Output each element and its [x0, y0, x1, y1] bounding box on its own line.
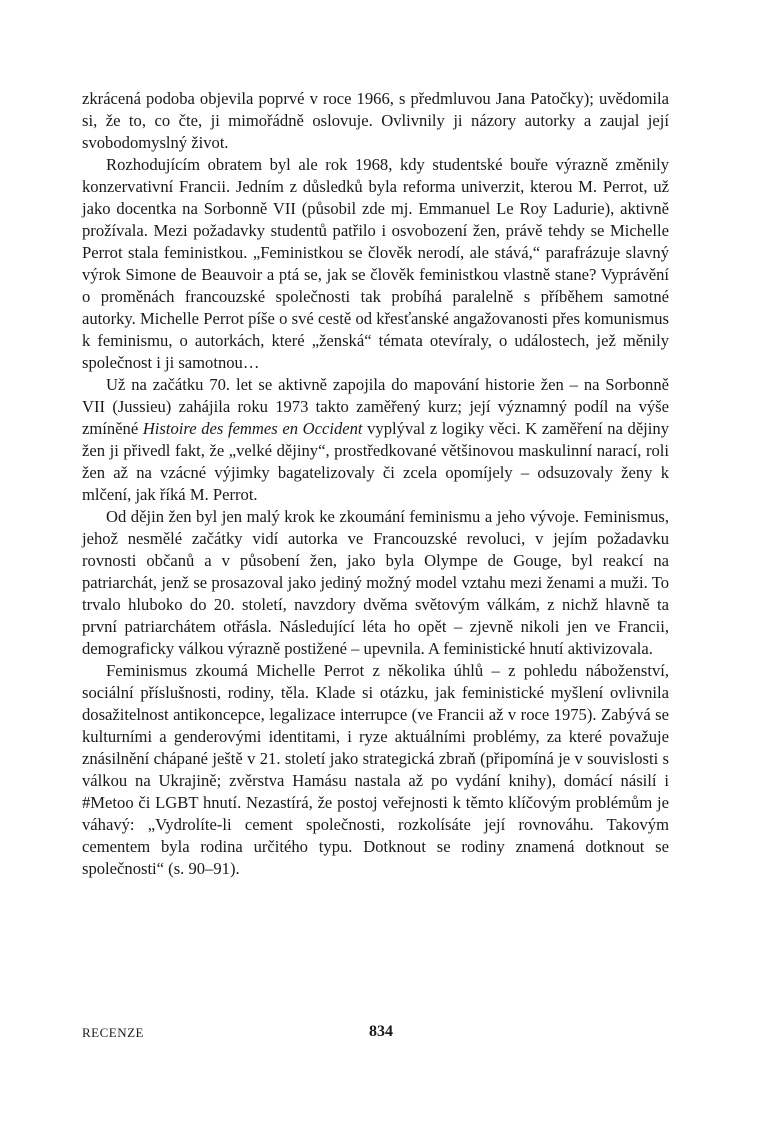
article-body — [82, 88, 669, 880]
book-title-italic: Histoire des femmes en Occident — [142, 419, 363, 438]
paragraph-2: Rozhodujícím obratem byl ale rok 1968, kdy studentské bouře výrazně změnily konzervativní Francii. Jedním z důsledků byla reforma univerzit, kterou M. Perrot, už jako docentka na Sorbonně VII (působil zde mj. Emmanuel Le Roy Ladurie), aktivně prožívala. Mezi požadavky studentů patřilo i osvobození žen, právě tehdy se Michelle Perrot stala feministkou. „Feministkou se člověk nerodí, ale stává,“ parafrázuje slavný výrok Simone de Beauvoir a ptá se, jak se člověk feministkou vlastně stane? Vyprávění o proměnách francouzské společnosti tak probíhá paralelně s příběhem samotné autorky. Michelle Perrot píše o své cestě od křesťanské angažovanosti přes komunismus k feminismu, o autorkách, které „ženská“ témata otevíraly, o událostech, jež měnily společnost i ji samotnou… — [82, 155, 669, 372]
paragraph-3-start: Už na začátku 70. let se aktivně zapojila do mapování historie žen – na Sorbonně VII (Jussieu) zahájila roku 1973 takto zaměřený kurz; její významný podíl na výše zmíněné — [82, 375, 669, 438]
paragraph-3-end: vyplýval z logiky věci. K zaměření na dějiny žen ji přivedl fakt, že „velké dějiny“, prostředkované většinovou maskulinní narací, roli žen až na vzácné výjimky bagatelizovaly či zcela opomíjely – odsuzovaly ženy k mlčení, jak říká M. Perrot. — [82, 419, 669, 504]
section-label: RECENZE — [82, 1025, 144, 1040]
paragraph-1: zkrácená podoba objevila poprvé v roce 1966, s předmluvou Jana Patočky); uvědomila si, že to, co čte, ji mimořádně oslovuje. Ovlivnily ji názory autorky a zaujal její svobodomyslný život. — [82, 89, 669, 152]
paragraph-3 — [82, 374, 669, 506]
paragraph-5: Feminismus zkoumá Michelle Perrot z několika úhlů – z pohledu náboženství, sociální příslušnosti, rodiny, těla. Klade si otázku, jak feministické myšlení ovlivnila dosažitelnost antikoncepce, legalizace interrupce (ve Francii až v roce 1975). Zabývá se kulturními a genderovými identitami, i ryze aktuálními problémy, za které považuje znásilnění chápané ještě v 21. století jako strategická zbraň (připomíná je v souvislosti s válkou na Ukrajině; zvěrstva Hamásu nastala až po vydání knihy), domácí násilí i #Metoo či LGBT hnutí. Nezastírá, že postoj veřejnosti k těmto klíčovým problémům je váhavý: „Vydrolíte-li cement společnosti, rozkolísáte její rovnováhu. Takovým cementem byla rodina určitého typu. Dotknout se rodiny znamená dotknout se společnosti“ (s. 90–91). — [82, 661, 669, 878]
paragraph-4: Od dějin žen byl jen malý krok ke zkoumání feminismu a jeho vývoje. Feminismus, jehož nesmělé začátky vidí autorka ve Francouzské revoluci, v jejím požadavku rovnosti občanů a v působení žen, jako byla Olympe de Gouge, byl reakcí na patriarchát, jenž se prosazoval jako jediný možný model vztahu mezi ženami a muži. To trvalo hluboko do 20. století, navzdory dvěma světovým válkám, z nichž hlavně ta první patriarchátem otřásla. Následující léta ho opět – zjevně nikoli jen ve Francii, demograficky válkou výrazně postižené – upevnila. A feministické hnutí aktivizovala. — [82, 507, 669, 658]
page-number: 834 — [369, 1023, 393, 1040]
